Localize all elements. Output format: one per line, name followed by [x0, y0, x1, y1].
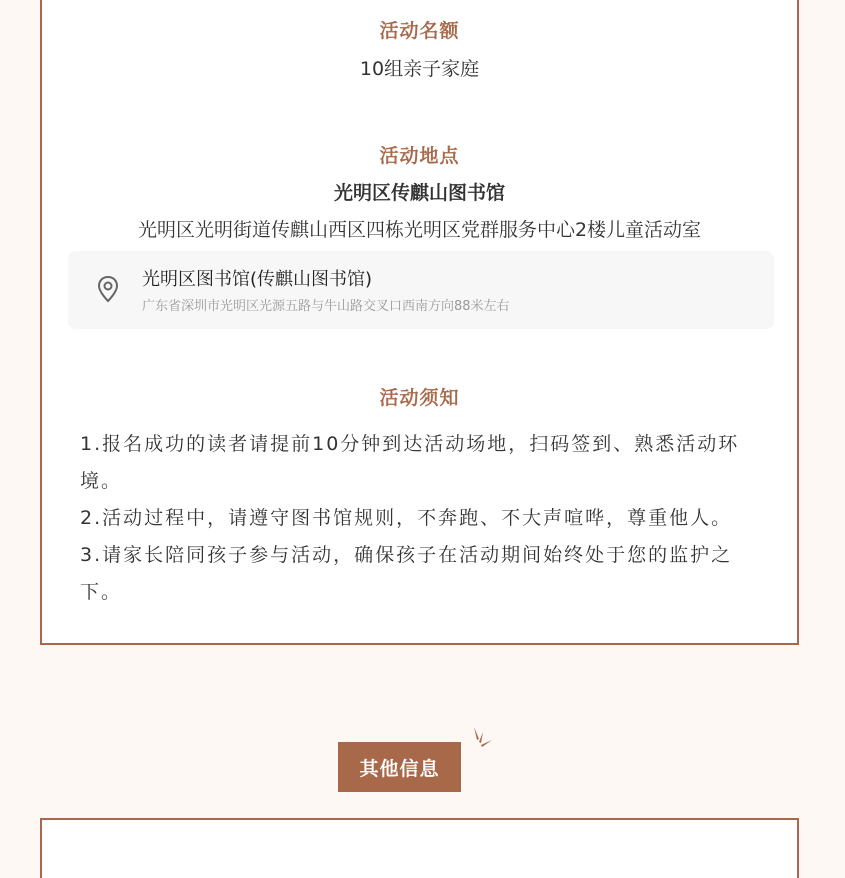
location-title: 活动地点 [379, 145, 460, 167]
quota-title: 活动名额 [379, 20, 460, 42]
map-location-card[interactable] [68, 251, 774, 329]
venue-address: 光明区光明街道传麒山西区四栋光明区党群服务中心2楼儿童活动室 [137, 219, 702, 241]
map-location-detail: 广东省深圳市光明区光源五路与牛山路交叉口西南方向88米左右 [142, 299, 510, 314]
sparkle-accent-icon [470, 726, 496, 748]
next-section-card [40, 818, 799, 878]
notice-item: 1.报名成功的读者请提前10分钟到达活动场地，扫码签到、熟悉活动环境。 [80, 433, 740, 492]
notice-item: 2.活动过程中，请遵守图书馆规则，不奔跑、不大声喧哗，尊重他人。 [80, 507, 733, 529]
other-info-label: 其他信息 [338, 742, 461, 792]
activity-info-card [40, 0, 799, 645]
location-pin-icon [96, 275, 120, 303]
quota-value: 10组亲子家庭 [359, 58, 480, 80]
map-location-name: 光明区图书馆(传麒山图书馆) [142, 269, 373, 290]
notice-list [80, 426, 764, 611]
notice-title: 活动须知 [379, 387, 460, 409]
notice-item: 3.请家长陪同孩子参与活动，确保孩子在活动期间始终处于您的监护之下。 [80, 544, 733, 603]
venue-name: 光明区传麒山图书馆 [333, 182, 505, 204]
